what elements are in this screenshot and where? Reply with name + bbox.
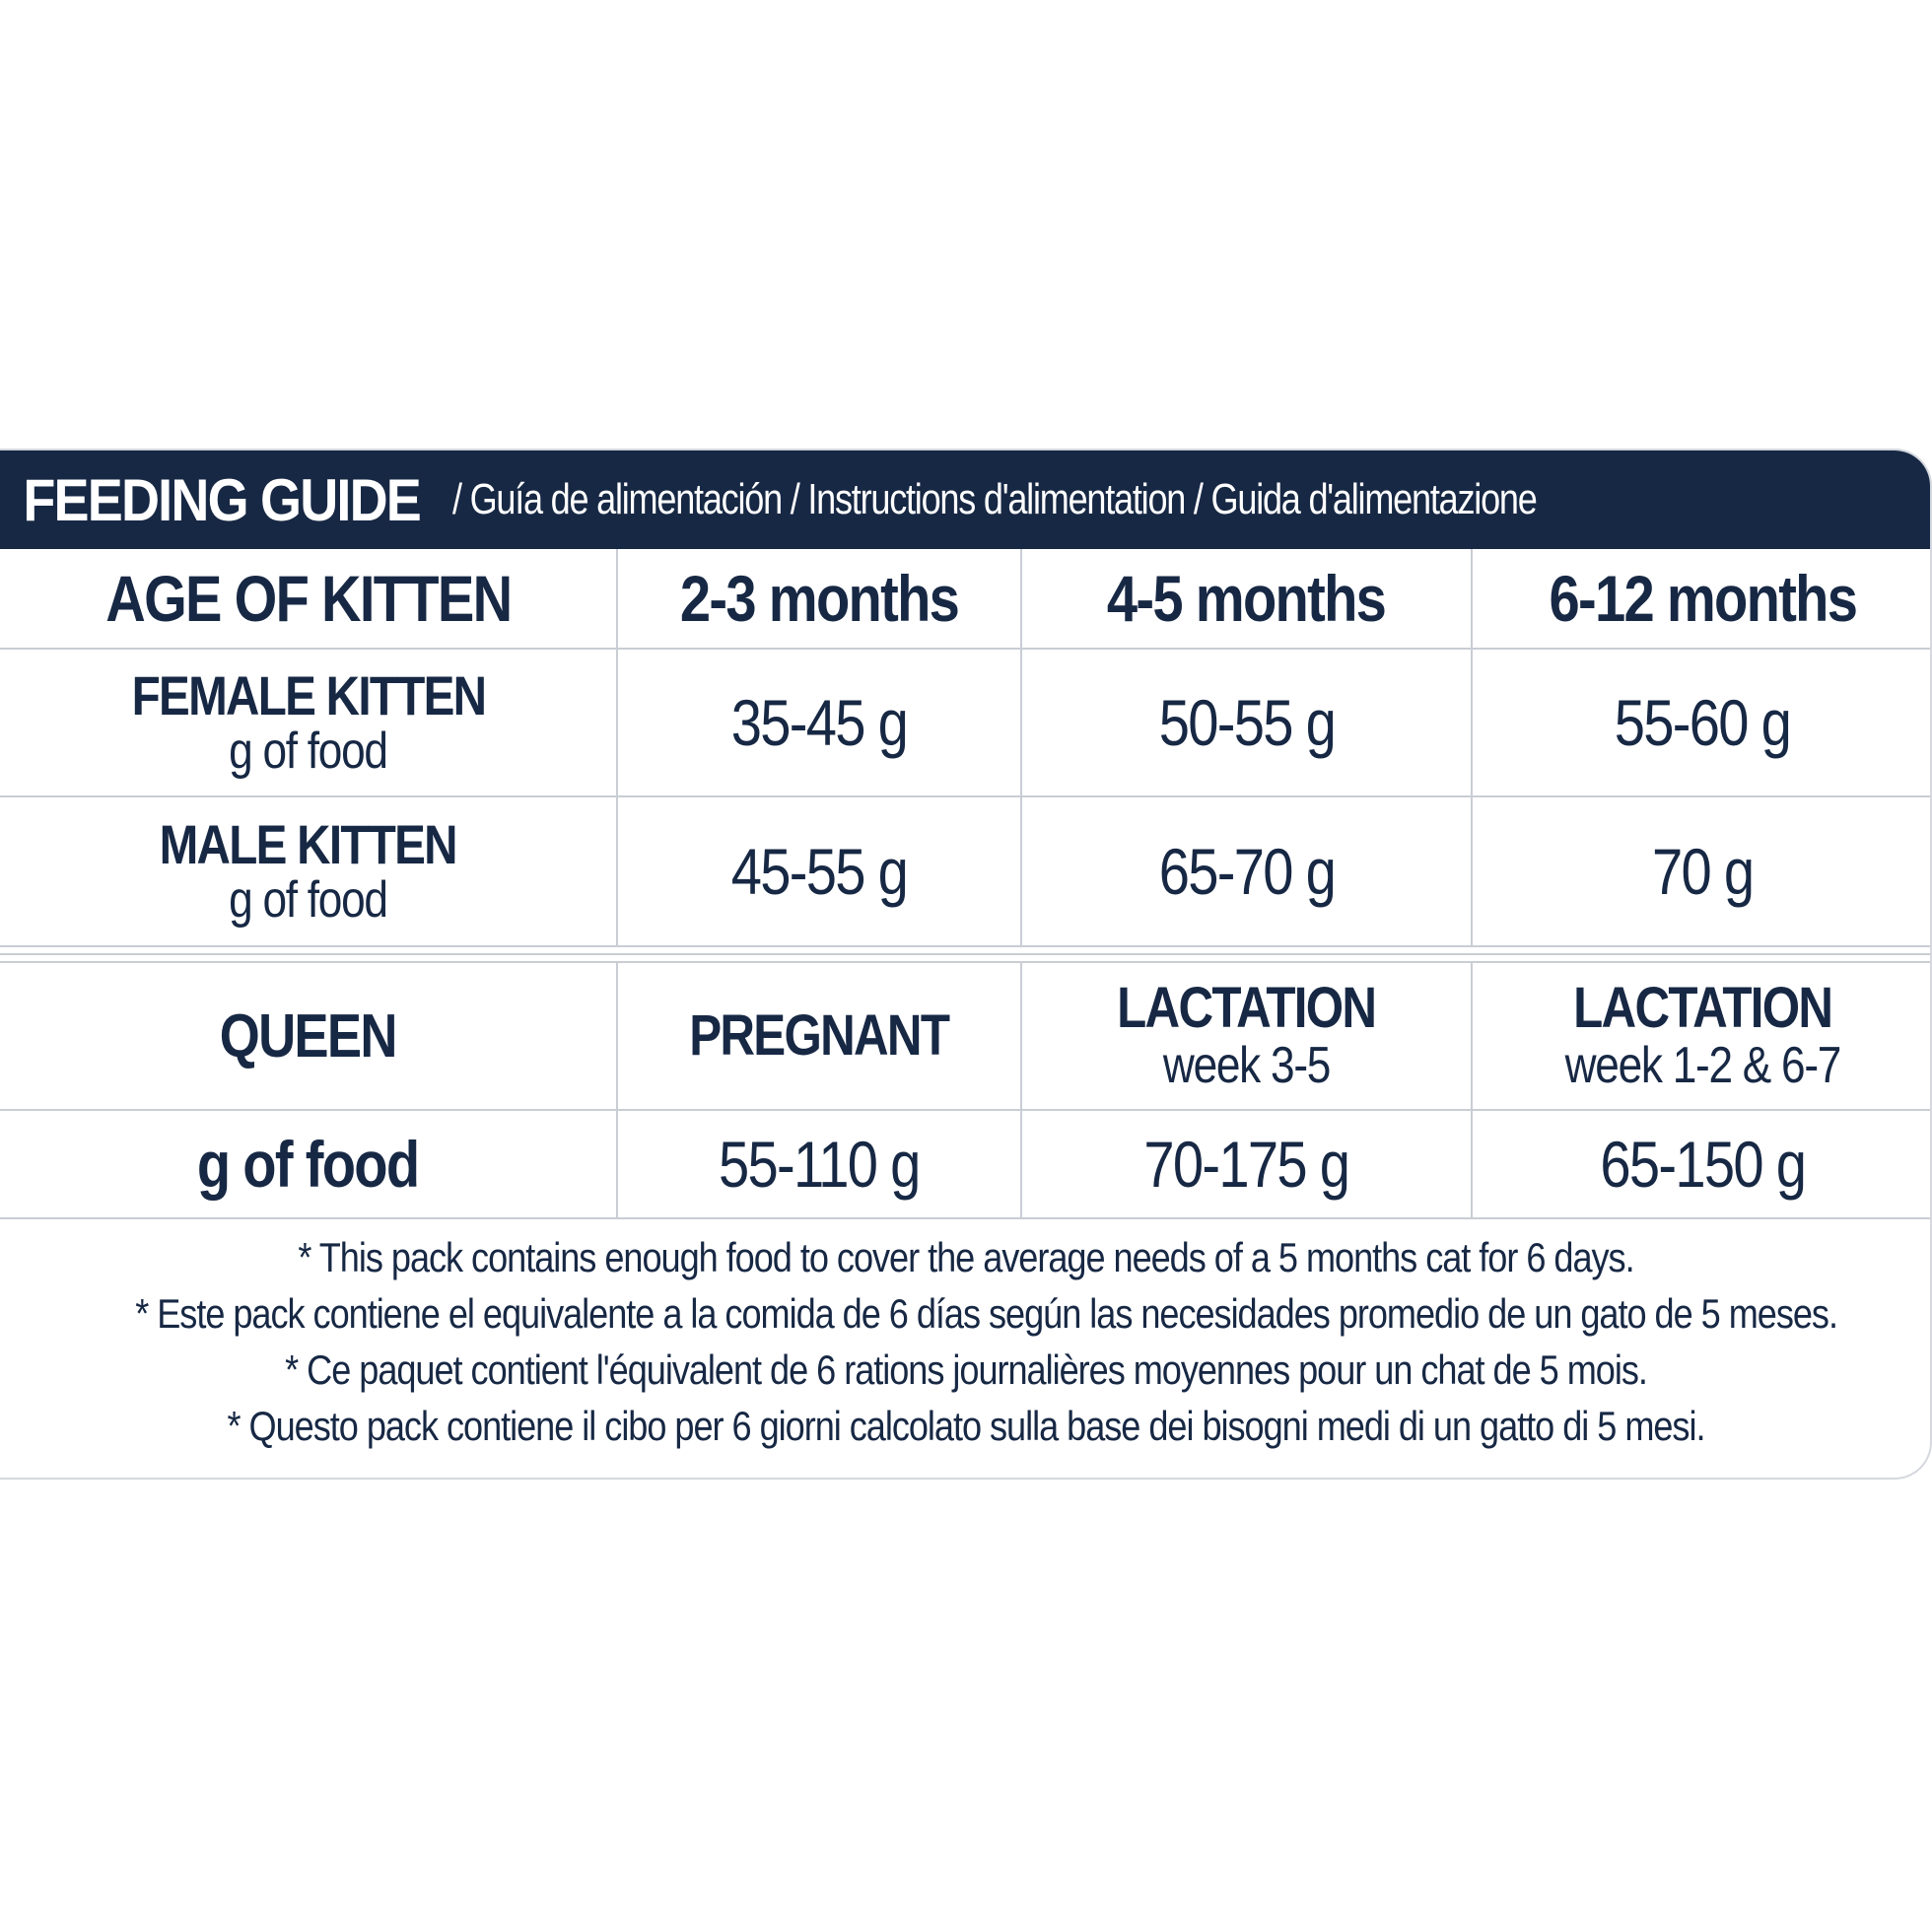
column-header-6-12-months: 6-12 months: [1549, 562, 1856, 635]
lactation-week-3-5-header: LACTATION week 3-5: [1022, 963, 1473, 1109]
male-kitten-label-cell: [0, 797, 618, 945]
male-kitten-4-5-months: 65-70 g: [1022, 797, 1473, 945]
feeding-guide-card: [0, 448, 1932, 1480]
male-kitten-label: MALE KITTEN: [159, 813, 457, 875]
female-kitten-6-12-months: 55-60 g: [1614, 686, 1791, 759]
queen-food-row: [0, 1111, 1932, 1217]
queen-header-row: [0, 963, 1932, 1109]
female-kitten-sublabel: g of food: [229, 723, 387, 780]
footnote-spanish: * Este pack contiene el equivalente a la comida de 6 días según las necesidades promedio de un gato de 5 meses.: [135, 1290, 1837, 1337]
footnote-italian: * Questo pack contiene il cibo per 6 giorni calcolato sulla base dei bisogni medi di un gatto di 5 mesi.: [227, 1403, 1705, 1449]
divider: [0, 953, 1932, 955]
column-header-4-5-months: 4-5 months: [1022, 549, 1473, 648]
male-kitten-sublabel: g of food: [229, 871, 387, 929]
age-of-kitten-label: AGE OF KITTEN: [0, 549, 618, 648]
divider: [0, 1217, 1932, 1219]
male-kitten-6-12-months: 70 g: [1651, 835, 1754, 908]
footnotes: [0, 1229, 1932, 1454]
feeding-guide-title: FEEDING GUIDE: [23, 466, 421, 533]
female-kitten-row: [0, 650, 1932, 795]
female-kitten-4-5-months: 50-55 g: [1022, 650, 1473, 795]
column-header-2-3-months: 2-3 months: [618, 549, 1022, 648]
male-kitten-row: [0, 797, 1932, 945]
male-kitten-2-3-months: 45-55 g: [618, 797, 1022, 945]
female-kitten-2-3-months: 35-45 g: [618, 650, 1022, 795]
female-kitten-label-cell: [0, 650, 618, 795]
queen-food-label: g of food: [197, 1128, 419, 1201]
footnote-french: * Ce paquet contient l'équivalent de 6 rations journalières moyennes pour un chat de 5 mois.: [285, 1346, 1647, 1393]
queen-label-cell: [0, 963, 618, 1109]
queen-pregnant-value: 55-110 g: [618, 1111, 1022, 1217]
queen-food-label-cell: [0, 1111, 618, 1217]
footnote-english: * This pack contains enough food to cover the average needs of a 5 months cat for 6 days.: [298, 1234, 1634, 1280]
queen-label: QUEEN: [220, 1001, 396, 1070]
feeding-guide-subtitle: / Guía de alimentación / Instructions d'alimentation / Guida d'alimentazione: [451, 475, 1537, 523]
female-kitten-label: FEMALE KITTEN: [131, 664, 485, 726]
queen-lactation-1-2-6-7-value: 65-150 g: [1600, 1128, 1805, 1201]
divider: [0, 945, 1932, 947]
feeding-guide-header: [0, 450, 1932, 549]
kitten-age-header-row: [0, 549, 1932, 648]
queen-lactation-3-5-value: 70-175 g: [1022, 1111, 1473, 1217]
lactation-week-1-2-6-7-header: LACTATION week 1-2 & 6-7: [1564, 976, 1840, 1094]
pregnant-header: PREGNANT: [618, 963, 1022, 1109]
